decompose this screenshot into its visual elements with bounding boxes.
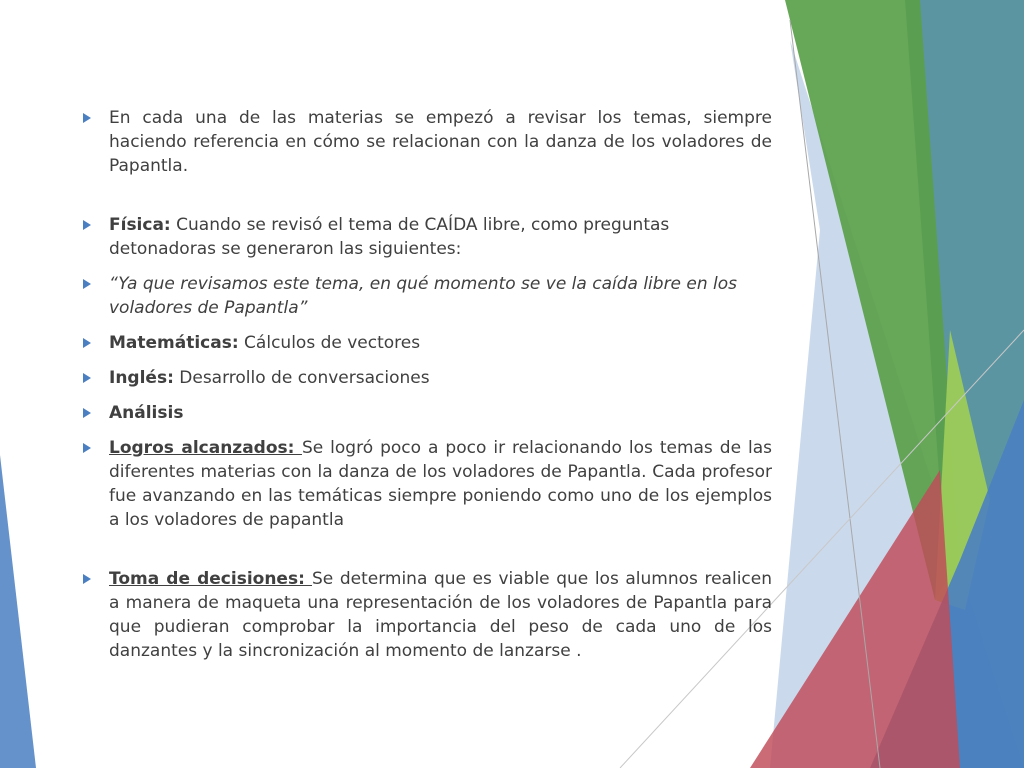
bullet-text: Desarrollo de conversaciones <box>173 368 430 388</box>
slide-content <box>80 106 772 674</box>
bullet-arrow-icon <box>83 574 91 584</box>
bullet-analisis <box>80 401 772 425</box>
bullet-arrow-icon <box>83 443 91 453</box>
bullet-text: Cuando se revisó el tema de CAÍDA libre, como preguntas detonadoras se generaron las siguientes: <box>109 215 670 259</box>
bullet-keyword: Matemáticas: <box>109 333 239 353</box>
bullet-text: “Ya que revisamos este tema, en qué momento se ve la caída libre en los voladores de Papantla” <box>109 274 738 318</box>
bullet-text: Cálculos de vectores <box>238 333 421 353</box>
bullet-keyword: Inglés: <box>109 368 174 388</box>
bullet-arrow-icon <box>83 113 91 123</box>
bullet-keyword: Logros alcanzados: <box>109 438 302 458</box>
bullet-text: Se logró poco a poco ir relacionando los temas de las diferentes materias con la danza de los voladores de Papantla. Cada profesor fue avanzando en las temáticas siempre poniendo como uno de los ejemplos a los voladores de papantla <box>109 438 773 530</box>
bullet-logros <box>80 436 772 532</box>
bullet-list <box>80 106 772 663</box>
bullet-quote <box>80 272 772 320</box>
bullet-intro <box>80 106 772 178</box>
bullet-keyword: Análisis <box>109 403 184 423</box>
bullet-arrow-icon <box>83 220 91 230</box>
bullet-arrow-icon <box>83 408 91 418</box>
left-blue-strip <box>0 455 36 768</box>
bullet-keyword: Toma de decisiones: <box>109 569 312 589</box>
bullet-arrow-icon <box>83 373 91 383</box>
bullet-matematicas <box>80 331 772 355</box>
bullet-arrow-icon <box>83 338 91 348</box>
bullet-text: Se determina que es viable que los alumnos realicen a manera de maqueta una representación de los voladores de Papantla para que pudieran comprobar la importancia del peso de cada uno de los danzantes y la sincronización al momento de lanzarse . <box>109 569 772 661</box>
bullet-text: En cada una de las materias se empezó a revisar los temas, siempre haciendo referencia en cómo se relacionan con la danza de los voladores de Papantla. <box>109 108 772 176</box>
bullet-toma-decisiones <box>80 567 772 663</box>
bullet-arrow-icon <box>83 279 91 289</box>
bullet-fisica <box>80 213 772 261</box>
bullet-keyword: Física: <box>109 215 171 235</box>
bullet-ingles <box>80 366 772 390</box>
